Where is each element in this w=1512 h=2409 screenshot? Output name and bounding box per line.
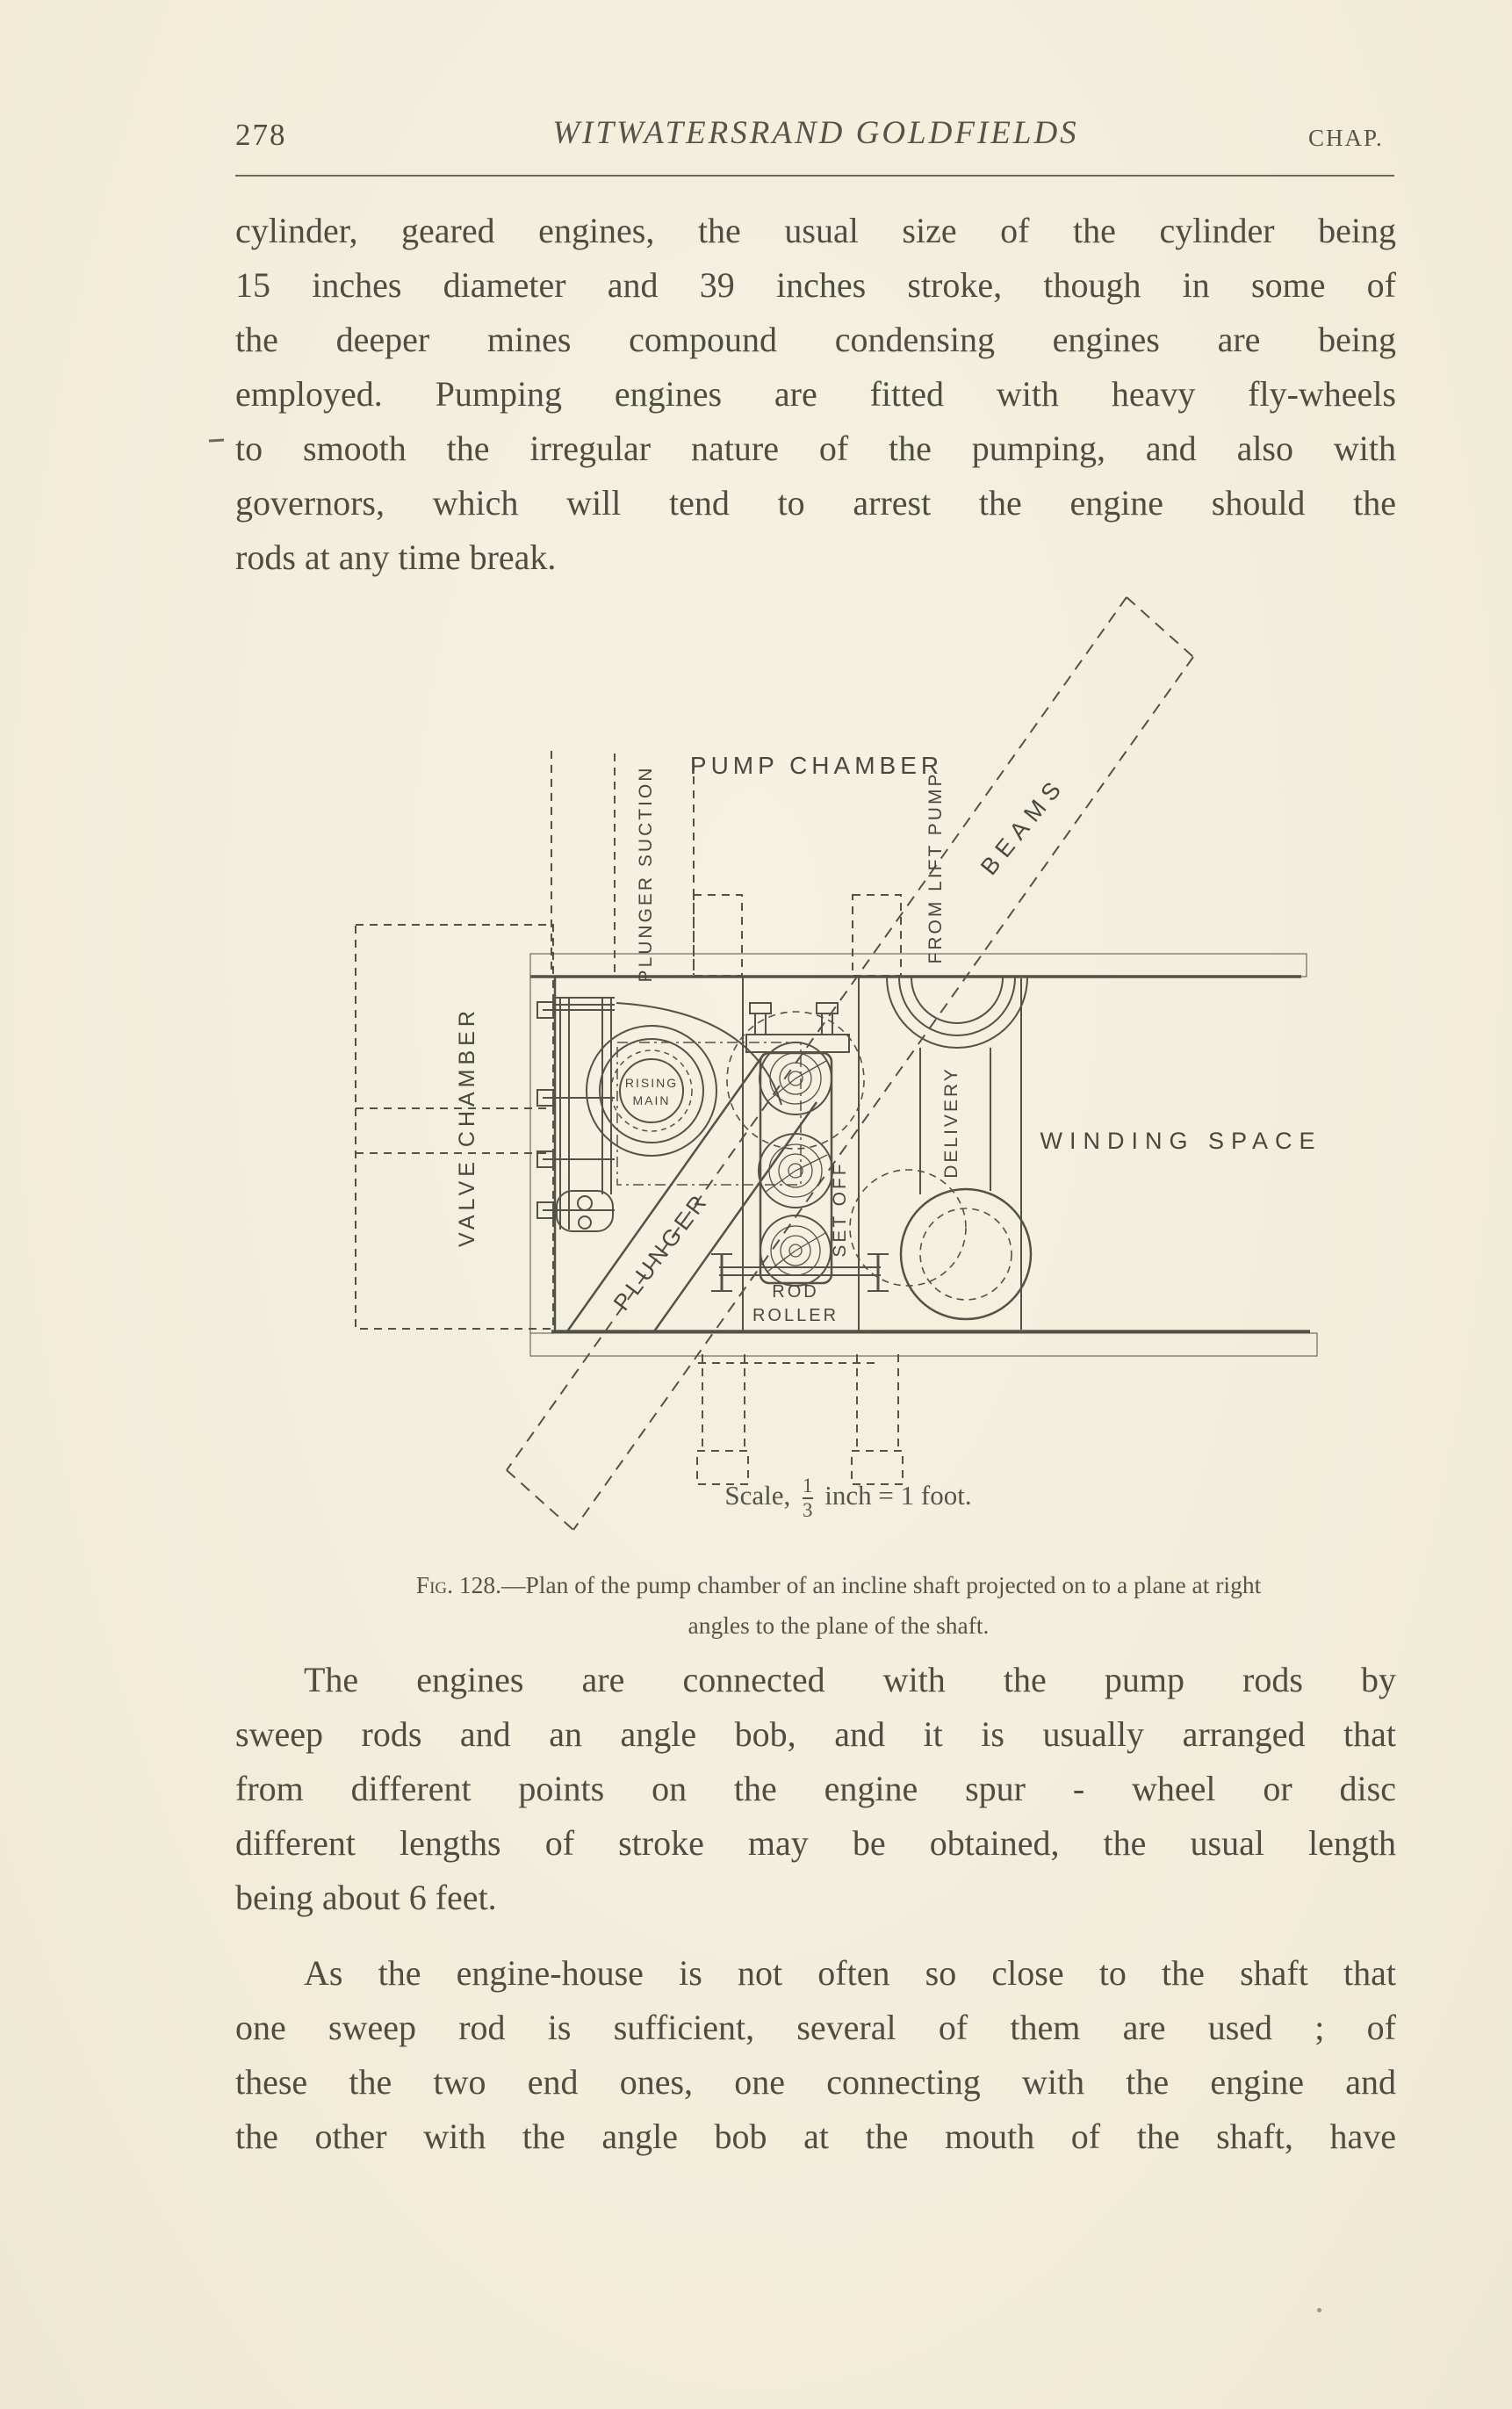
scale-suffix: inch = 1 foot. bbox=[824, 1480, 972, 1511]
label-rising-main: RISING bbox=[624, 1076, 679, 1090]
text-line: different lengths of stroke may be obtained, the usual length bbox=[235, 1823, 1396, 1863]
text-line: 15 inches diameter and 39 inches stroke, though in some of bbox=[235, 265, 1396, 305]
header-rule bbox=[235, 175, 1394, 177]
text-line: The engines are connected with the pump rods by bbox=[304, 1660, 1396, 1699]
margin-mark bbox=[209, 439, 224, 443]
text-line: from different points on the engine spur - wheel or disc bbox=[235, 1769, 1396, 1808]
caption-line-2: angles to the plane of the shaft. bbox=[688, 1612, 990, 1639]
pump-assembly bbox=[537, 998, 781, 1231]
text-line: As the engine-house is not often so close to the shaft that bbox=[304, 1953, 1396, 1993]
text-line: one sweep rod is sufficient, several of them are used ; of bbox=[235, 2008, 1396, 2047]
text-line: employed. Pumping engines are fitted with heavy fly-wheels bbox=[235, 374, 1396, 414]
text-line: being about 6 feet. bbox=[235, 1878, 497, 1917]
rising-main bbox=[587, 1026, 801, 1185]
label-winding-space: WINDING SPACE bbox=[1040, 1128, 1322, 1154]
paragraph-3 bbox=[235, 1946, 1396, 2164]
log-section bbox=[760, 1042, 832, 1114]
log-section bbox=[759, 1134, 832, 1208]
figure-caption bbox=[255, 1565, 1422, 1646]
suction-lines bbox=[551, 751, 901, 976]
text-line: sweep rods and an angle bob, and it is usually arranged that bbox=[235, 1714, 1396, 1754]
label-plunger: PLUNGER bbox=[608, 1186, 715, 1316]
paragraph-2 bbox=[235, 1653, 1396, 1925]
label-rod-roller: ROD bbox=[772, 1282, 819, 1302]
running-title: WITWATERSRAND GOLDFIELDS bbox=[552, 115, 1079, 151]
label-from-lift-pump: FROM LIFT PUMP bbox=[925, 771, 946, 964]
text-line: the other with the angle bob at the mouth of the shaft, have bbox=[235, 2117, 1396, 2156]
label-beams: BEAMS bbox=[976, 771, 1070, 881]
label-rod-roller: ROLLER bbox=[752, 1306, 839, 1325]
paragraph-1 bbox=[235, 204, 1396, 585]
page-number: 278 bbox=[235, 118, 287, 152]
label-pump-chamber: PUMP CHAMBER bbox=[689, 752, 944, 779]
label-plunger-suction: PLUNGER SUCTION bbox=[636, 765, 656, 983]
scale-prefix: Scale, bbox=[724, 1480, 791, 1511]
text-line: the deeper mines compound condensing engines are being bbox=[235, 320, 1396, 359]
below-tunnel-projections bbox=[697, 1354, 903, 1484]
caption-line-1: Fig. 128.—Plan of the pump chamber of an incline shaft projected on to a plane at right bbox=[415, 1571, 1262, 1598]
text-line: cylinder, geared engines, the usual size of the cylinder being bbox=[235, 211, 1396, 250]
figure-scale bbox=[532, 1475, 1164, 1521]
label-set-off: SET OFF bbox=[830, 1161, 850, 1258]
label-valve-chamber: VALVE CHAMBER bbox=[455, 1006, 479, 1247]
text-line: governors, which will tend to arrest the engine should the bbox=[235, 483, 1396, 523]
figure-label: Fig. 128. bbox=[415, 1571, 501, 1598]
label-delivery: DELIVERY bbox=[941, 1066, 961, 1179]
text-line: rods at any time break. bbox=[235, 537, 557, 577]
label-rising-main: MAIN bbox=[632, 1093, 671, 1107]
text-line: these the two end ones, one connecting with the engine and bbox=[235, 2062, 1396, 2102]
chapter-mark: CHAP. bbox=[1308, 125, 1384, 151]
text-line: to smooth the irregular nature of the pumping, and also with bbox=[235, 429, 1396, 468]
paper-speck bbox=[1317, 2308, 1321, 2312]
beams-outline bbox=[507, 597, 1193, 1530]
scale-fraction: $\frac{1}{3}$ bbox=[803, 1475, 813, 1522]
figure-diagram bbox=[0, 562, 1512, 1581]
